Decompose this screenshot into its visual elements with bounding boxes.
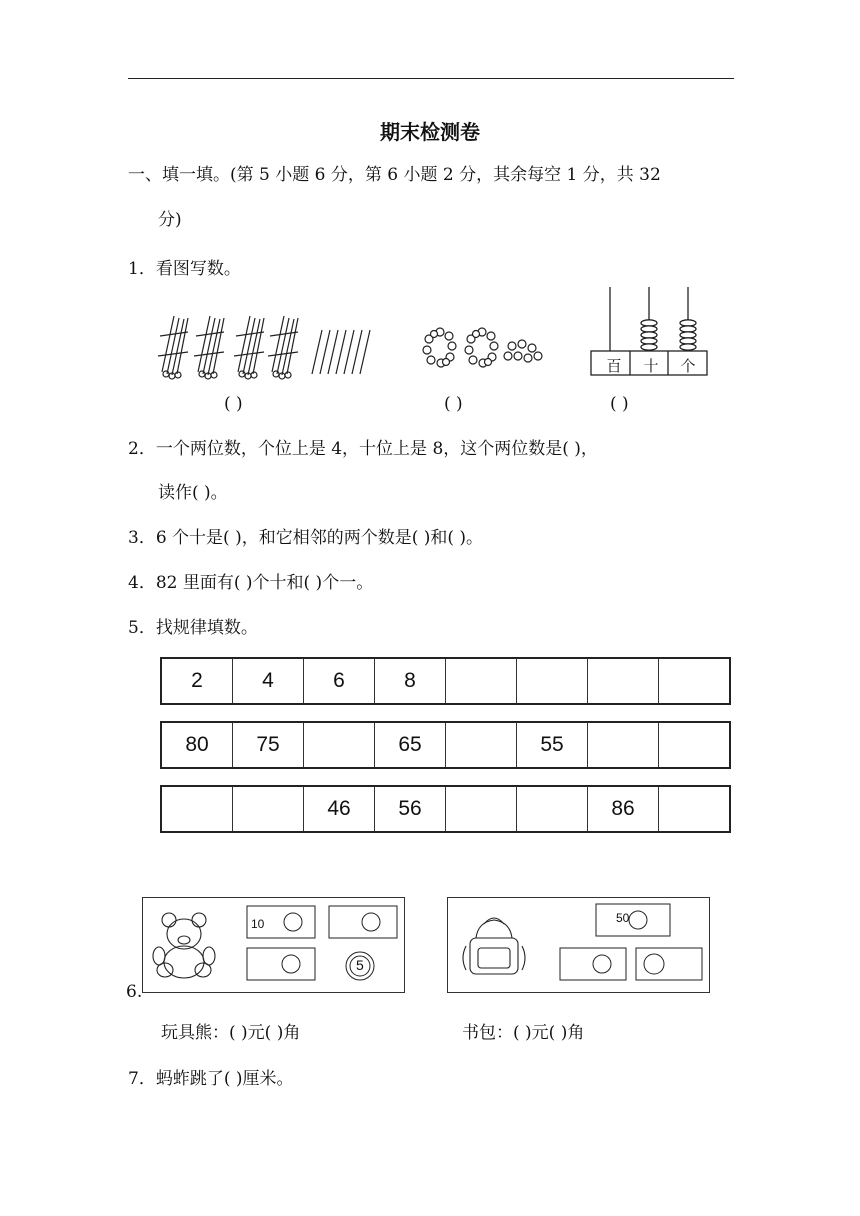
sequence-table-1 xyxy=(160,657,731,705)
bag-and-money-figure xyxy=(448,898,709,992)
section-heading-line2: 分) xyxy=(158,210,182,230)
question-2-line1: 2．一个两位数，个位上是 4，十位上是 8，这个两位数是( )， xyxy=(128,439,598,459)
sequence-cell: 2 xyxy=(161,658,233,704)
sequence-cell: 80 xyxy=(161,722,233,768)
sequence-cell-blank[interactable] xyxy=(446,658,517,704)
sequence-cell: 46 xyxy=(304,786,375,832)
bead-ring xyxy=(465,328,498,367)
question-3: 3．6 个十是( )，和它相邻的两个数是( )和( )。 xyxy=(128,528,484,548)
answer-blank-sticks[interactable]: ( ) xyxy=(224,394,243,414)
table-row xyxy=(161,658,730,704)
sequence-cell-blank[interactable] xyxy=(304,722,375,768)
sequence-cell-blank[interactable] xyxy=(588,658,659,704)
stick-bundle xyxy=(158,316,188,379)
banknote-1-icon xyxy=(247,948,315,980)
banknote-value: 50 xyxy=(616,911,630,925)
table-row xyxy=(161,722,730,768)
sequence-cell: 65 xyxy=(375,722,446,768)
coin-value: 5 xyxy=(356,957,364,973)
sequence-cell-blank[interactable] xyxy=(233,786,304,832)
sequence-cell-blank[interactable] xyxy=(659,722,731,768)
bag-price-question: 书包：( )元( )角 xyxy=(462,1023,585,1043)
sequence-cell: 8 xyxy=(375,658,446,704)
sequence-cell-blank[interactable] xyxy=(517,786,588,832)
banknote-1-icon xyxy=(329,906,397,938)
sequence-cell: 6 xyxy=(304,658,375,704)
bear-price-question: 玩具熊：( )元( )角 xyxy=(161,1023,301,1043)
bead-ring xyxy=(423,328,456,367)
abacus-label-hundreds: 百 xyxy=(606,357,622,375)
sequence-cell-blank[interactable] xyxy=(161,786,233,832)
sequence-cell: 56 xyxy=(375,786,446,832)
table-row xyxy=(161,786,730,832)
sequence-cell: 55 xyxy=(517,722,588,768)
answer-blank-beads[interactable]: ( ) xyxy=(444,394,463,414)
backpack-icon xyxy=(463,918,525,974)
question-5: 5．找规律填数。 xyxy=(128,618,258,638)
question-6-number: 6. xyxy=(126,982,143,1002)
answer-blank-abacus[interactable]: ( ) xyxy=(610,394,629,414)
sequence-table-2 xyxy=(160,721,731,769)
bear-price-box xyxy=(142,897,405,993)
sequence-cell-blank[interactable] xyxy=(588,722,659,768)
stick-bundle xyxy=(234,316,264,379)
question-7: 7．蚂蚱跳了( )厘米。 xyxy=(128,1069,294,1089)
abacus-label-ones: 个 xyxy=(680,357,696,375)
sequence-cell-blank[interactable] xyxy=(517,658,588,704)
sequence-cell-blank[interactable] xyxy=(659,658,731,704)
sequence-cell-blank[interactable] xyxy=(446,722,517,768)
question-4: 4．82 里面有( )个十和( )个一。 xyxy=(128,573,374,593)
sequence-cell: 75 xyxy=(233,722,304,768)
banknote-jiao-icon xyxy=(636,948,702,980)
abacus-label-tens: 十 xyxy=(643,357,659,375)
question-1: 1．看图写数。 xyxy=(128,259,241,279)
loose-sticks xyxy=(312,330,370,374)
stick-bundles-figure xyxy=(152,308,382,388)
teddy-bear-icon xyxy=(153,913,215,978)
bear-and-money-figure xyxy=(143,898,404,992)
section-heading-line1: 一、填一填。(第 5 小题 6 分，第 6 小题 2 分，其余每空 1 分，共 32 xyxy=(128,165,661,185)
sequence-cell-blank[interactable] xyxy=(659,786,731,832)
question-2-line2: 读作( )。 xyxy=(158,483,228,503)
stick-bundle xyxy=(268,316,298,379)
sequence-cell-blank[interactable] xyxy=(446,786,517,832)
stick-bundle xyxy=(194,316,224,379)
sequence-cell: 86 xyxy=(588,786,659,832)
loose-beads xyxy=(504,340,542,362)
banknote-value: 10 xyxy=(251,917,265,931)
page-title: 期末检测卷 xyxy=(380,120,480,144)
bag-price-box xyxy=(447,897,710,993)
header-rule xyxy=(128,78,734,79)
sequence-cell: 4 xyxy=(233,658,304,704)
banknote-50-icon xyxy=(596,904,670,936)
sequence-table-3 xyxy=(160,785,731,833)
bead-rings-figure xyxy=(420,326,550,376)
